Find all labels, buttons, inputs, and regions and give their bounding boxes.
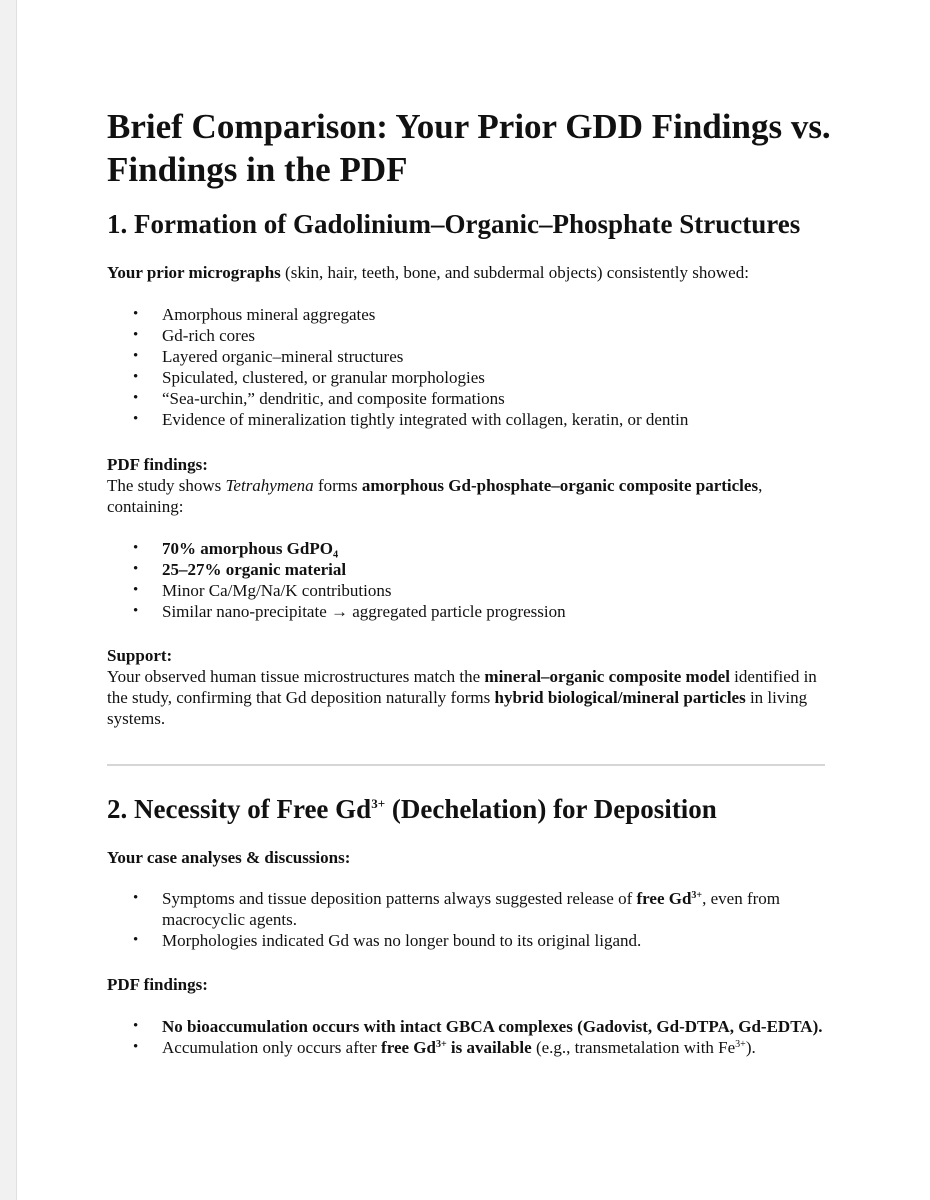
list-item: • Layered organic–mineral structures <box>107 346 837 367</box>
support-label: Support: <box>107 646 173 665</box>
list-item: • Evidence of mineralization tightly integrated with collagen, keratin, or dentin <box>107 409 837 430</box>
list-item: • Minor Ca/Mg/Na/K contributions <box>107 580 837 601</box>
support-text: identified in the study, confirming that Gd deposition naturally forms <box>107 667 817 707</box>
list-item <box>107 888 837 930</box>
document-page <box>16 0 930 1200</box>
pdf-findings-label-2 <box>107 974 837 995</box>
pdf-findings-label: PDF findings: <box>107 455 208 474</box>
list-item <box>107 559 837 580</box>
pdf-findings-list-2 <box>107 1016 837 1058</box>
list-bold-text: free Gd <box>381 1038 436 1057</box>
pdf-findings-list <box>107 538 837 622</box>
list-item: • Gd-rich cores <box>107 325 837 346</box>
list-bold-text: free Gd <box>636 889 692 908</box>
list-item <box>107 1016 837 1037</box>
list-item <box>107 538 837 559</box>
section-2-heading <box>107 793 717 825</box>
case-label: Your case analyses & discussions: <box>107 848 351 867</box>
prior-findings-list <box>107 304 837 430</box>
list-item: • Morphologies indicated Gd was no longer bound to its original ligand. <box>107 930 837 951</box>
pdf-findings-block <box>107 454 837 517</box>
list-sup: 3+ <box>435 1039 447 1050</box>
list-item: • Amorphous mineral aggregates <box>107 304 837 325</box>
section-1-heading: 1. Formation of Gadolinium–Organic–Phosphate Structures <box>107 209 801 239</box>
list-item: • “Sea-urchin,” dendritic, and composite formations <box>107 388 837 409</box>
list-text: Accumulation only occurs after <box>162 1038 382 1057</box>
support-block <box>107 645 837 729</box>
list-sup: 3+ <box>735 1039 746 1050</box>
prior-micrographs-intro <box>107 262 837 283</box>
list-item: • Similar nano-precipitate → aggregated particle progression <box>107 601 837 622</box>
pdf-text-italic: Tetrahymena <box>225 476 314 495</box>
support-text: in living systems. <box>107 688 808 728</box>
heading-part: 2. Necessity of Free Gd <box>107 794 372 824</box>
intro-rest: (skin, hair, teeth, bone, and subdermal objects) consistently showed: <box>280 263 749 282</box>
list-bold <box>381 1038 532 1057</box>
pdf-text-bold: amorphous Gd-phosphate–organic composite particles <box>361 476 759 495</box>
support-text: Your observed human tissue microstructures match the <box>107 667 485 686</box>
case-analyses-list <box>107 888 837 951</box>
section-divider <box>107 764 825 766</box>
list-text: (e.g., transmetalation with Fe <box>531 1038 736 1057</box>
list-text: ). <box>745 1038 756 1057</box>
list-bold: No bioaccumulation occurs with intact GBCA complexes (Gadovist, Gd-DTPA, Gd-EDTA). <box>162 1017 823 1036</box>
pdf-text: The study shows <box>107 476 226 495</box>
list-item-bold: 70% amorphous GdPO₄ <box>162 539 339 558</box>
heading-sup: 3+ <box>371 796 386 811</box>
pdf-text: forms <box>313 476 362 495</box>
list-bold <box>637 889 703 908</box>
intro-bold: Your prior micrographs <box>107 263 281 282</box>
list-item <box>107 1037 837 1058</box>
list-sup: 3+ <box>691 890 703 901</box>
list-item-bold: 25–27% organic material <box>162 560 347 579</box>
list-bold-text: is available <box>446 1038 532 1057</box>
case-analyses-label <box>107 847 837 868</box>
pdf-label: PDF findings: <box>107 975 208 994</box>
support-bold: hybrid biological/mineral particles <box>494 688 746 707</box>
pdf-text: , containing: <box>107 476 763 516</box>
list-text: , even from macrocyclic agents. <box>162 889 781 929</box>
support-bold: mineral–organic composite model <box>484 667 730 686</box>
list-text: Symptoms and tissue deposition patterns always suggested release of <box>162 889 637 908</box>
document-title: Brief Comparison: Your Prior GDD Findings vs. Findings in the PDF <box>107 107 831 189</box>
list-item: • Spiculated, clustered, or granular morphologies <box>107 367 837 388</box>
heading-part: (Dechelation) for Deposition <box>385 794 717 824</box>
